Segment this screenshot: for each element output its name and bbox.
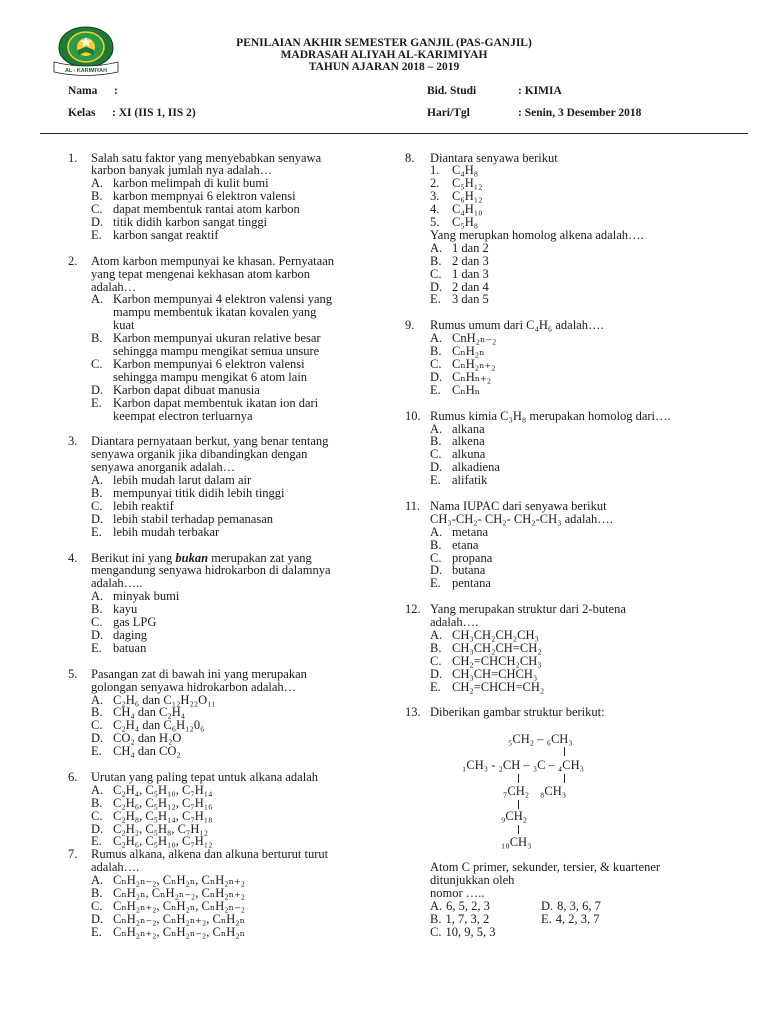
option-letter: E. bbox=[91, 640, 102, 655]
question-body bbox=[430, 410, 755, 487]
option-c bbox=[430, 358, 755, 371]
question-body bbox=[430, 706, 755, 938]
question-stem: Rumus umum dari C₄H₆ adalah…. bbox=[430, 318, 604, 333]
option-a bbox=[430, 242, 755, 255]
option-text: 1, 7, 3, 2 bbox=[445, 911, 490, 926]
option-text: 1 dan 3 bbox=[452, 266, 489, 281]
option-letter: C. bbox=[430, 356, 442, 371]
option-text: CₙH₂ₙ bbox=[452, 344, 485, 359]
option-letter: E. bbox=[541, 911, 552, 926]
bond-line bbox=[564, 747, 565, 756]
hari-tanggal-value: : Senin, 3 Desember 2018 bbox=[518, 107, 642, 119]
option-c bbox=[91, 500, 398, 513]
option-d bbox=[91, 913, 398, 926]
question-body bbox=[91, 771, 398, 848]
option-letter: A. bbox=[430, 421, 443, 436]
option-text: mempunyai titik didih lebih tinggi bbox=[113, 486, 285, 501]
option-text: Karbon dapat membentuk ikatan ion dari keempat electron terluarnya bbox=[113, 395, 319, 423]
option-letter: C. bbox=[91, 718, 103, 733]
option-text: C₂H₆, C₅H₁₂, C₇H₁₆ bbox=[113, 795, 213, 810]
option-text: 1 dan 2 bbox=[452, 240, 489, 255]
bidang-studi-label: Bid. Studi bbox=[427, 85, 477, 97]
option-text: kayu bbox=[113, 602, 138, 617]
bidang-studi-value: : KIMIA bbox=[518, 85, 562, 97]
question-number: 1. bbox=[68, 150, 78, 165]
item-number: 4. bbox=[430, 202, 440, 217]
option-text: karbon melimpah di kulit bumi bbox=[113, 176, 269, 191]
question-11 bbox=[405, 500, 755, 590]
item-number: 2. bbox=[430, 176, 440, 191]
option-letter: B. bbox=[430, 640, 442, 655]
option-text: CₙHₙ₊₂ bbox=[452, 369, 492, 384]
question-1 bbox=[68, 152, 398, 242]
bond-line bbox=[564, 774, 565, 783]
kelas-label: Kelas bbox=[68, 107, 96, 119]
left-column bbox=[68, 152, 398, 952]
item-text: C₅H₁₂ bbox=[452, 176, 483, 191]
item-text: C₄H₁₀ bbox=[452, 202, 483, 217]
option-text: C₂H₆, C₅H₁₀, C₇H₁₂ bbox=[113, 834, 213, 849]
option-text: minyak bumi bbox=[113, 589, 180, 604]
option-text: 10, 9, 5, 3 bbox=[445, 924, 496, 939]
option-text: CnH₂ₙ₋₂ bbox=[452, 331, 497, 346]
option-text: 2 dan 3 bbox=[452, 253, 489, 268]
option-text: C₂H₄ dan C₆H₁₂0₆ bbox=[113, 718, 205, 733]
option-e bbox=[91, 745, 398, 758]
option-text: lebih stabil terhadap pemanasan bbox=[113, 511, 274, 526]
option-text: etana bbox=[452, 537, 479, 552]
option-text: CH₃CH₂CH₂CH₃ bbox=[452, 627, 539, 642]
option-letter: A. bbox=[91, 873, 104, 888]
answer-row bbox=[430, 926, 755, 939]
option-letter: C. bbox=[430, 266, 442, 281]
option-e bbox=[91, 642, 398, 655]
option-text: karbon sangat reaktif bbox=[113, 227, 219, 242]
question-body bbox=[430, 603, 755, 693]
question-7 bbox=[68, 848, 398, 938]
option-a bbox=[430, 526, 755, 539]
question-number: 4. bbox=[68, 550, 78, 565]
option-text: CₙH₂ₙ₊₂, CₙH₂ₙ₋₂, CₙH₂ₙ bbox=[113, 924, 246, 939]
option-d bbox=[91, 513, 398, 526]
option-letter: A. bbox=[91, 176, 104, 191]
option-letter: E. bbox=[430, 292, 441, 307]
question-number: 5. bbox=[68, 666, 78, 681]
question-number: 2. bbox=[68, 253, 78, 268]
option-text: lebih mudah larut dalam air bbox=[113, 473, 252, 488]
option-letter: B. bbox=[91, 886, 103, 901]
option-letter: D. bbox=[91, 911, 104, 926]
question-stem: Diantara pernyataan berkut, yang benar tentang senyawa organik jika dibandingkan dengan senyawa anorganik adalah… bbox=[91, 434, 329, 475]
question-number: 12. bbox=[405, 602, 421, 617]
option-letter: A. bbox=[91, 782, 104, 797]
option-text: titik didih karbon sangat tinggi bbox=[113, 215, 268, 230]
option-text: CₙH₂ₙ, CₙH₂ₙ₋₂, CₙH₂ₙ₊₂ bbox=[113, 886, 246, 901]
option-letter: D. bbox=[91, 215, 104, 230]
option-c bbox=[91, 358, 398, 384]
hari-tanggal-label: Hari/Tgl bbox=[427, 107, 470, 119]
option-d bbox=[430, 668, 755, 681]
option-text: CₙHₙ bbox=[452, 382, 481, 397]
option-text: CH₂=CHCH₂CH₃ bbox=[452, 653, 542, 668]
option-text: metana bbox=[452, 524, 489, 539]
question-stem: Diberikan gambar struktur berikut: bbox=[430, 705, 605, 720]
question-stem: Atom karbon mempunyai ke khasan. Pernyataan yang tepat mengenai kekhasan atom karbon adalah… bbox=[91, 253, 334, 294]
option-letter: B. bbox=[430, 911, 442, 926]
option-letter: C. bbox=[430, 924, 442, 939]
option-letter: C. bbox=[91, 898, 103, 913]
option-letter: C. bbox=[91, 356, 103, 371]
option-letter: B. bbox=[91, 795, 103, 810]
option-text: alkadiena bbox=[452, 460, 500, 475]
option-letter: A. bbox=[430, 524, 443, 539]
option-letter: E. bbox=[91, 834, 102, 849]
option-letter: D. bbox=[430, 279, 443, 294]
nama-value: : bbox=[114, 85, 118, 97]
kelas-value: : XI (IIS 1, IIS 2) bbox=[112, 107, 196, 119]
option-letter: B. bbox=[91, 331, 103, 346]
option-letter: E. bbox=[91, 924, 102, 939]
question-stem: Rumus kimia C₃H₈ merupakan homolog dari…. bbox=[430, 408, 671, 423]
stem-emphasis: bukan bbox=[175, 550, 209, 565]
option-letter: D. bbox=[430, 563, 443, 578]
option-text: gas LPG bbox=[113, 615, 157, 630]
logo-banner-text: AL - KARIMIYAH bbox=[65, 68, 107, 74]
question-number: 6. bbox=[68, 769, 78, 784]
option-e bbox=[430, 474, 755, 487]
option-e bbox=[430, 384, 755, 397]
question-body bbox=[91, 255, 398, 423]
nama-label: Nama bbox=[68, 85, 98, 97]
option-letter: B. bbox=[91, 189, 103, 204]
question-stem: Rumus alkana, alkena dan alkuna berturut turut adalah…. bbox=[91, 847, 329, 875]
structure-carbon-9: ₉CH₂ bbox=[501, 809, 528, 824]
question-body bbox=[91, 552, 398, 655]
option-text: 3 dan 5 bbox=[452, 292, 489, 307]
bond-line bbox=[518, 800, 519, 809]
option-b bbox=[91, 797, 398, 810]
option-c bbox=[430, 655, 755, 668]
option-text: CₙH₂ₙ₊₂, CₙH₂ₙ, CₙH₂ₙ₋₂ bbox=[113, 898, 246, 913]
option-text: Karbon mempunyai 4 elektron valensi yang mampu membentuk ikatan kovalen yang kuat bbox=[113, 292, 333, 333]
question-10 bbox=[405, 410, 755, 487]
structure-carbon-8: ₈CH₃ bbox=[540, 784, 567, 799]
option-text: C₂H₆ dan C₁₂H₂₂O₁₁ bbox=[113, 692, 216, 707]
exam-title: PENILAIAN AKHIR SEMESTER GANJIL (PAS-GANJIL) bbox=[236, 37, 532, 49]
question-2 bbox=[68, 255, 398, 423]
option-text: Karbon mempunyai 6 elektron valensi sehingga mampu mengikat 6 atom lain bbox=[113, 356, 308, 384]
option-text: batuan bbox=[113, 640, 147, 655]
option-d bbox=[91, 216, 398, 229]
option-letter: B. bbox=[91, 602, 103, 617]
option-b bbox=[430, 255, 755, 268]
option-letter: B. bbox=[430, 253, 442, 268]
option-d bbox=[430, 371, 755, 384]
option-d bbox=[91, 384, 398, 397]
question-9 bbox=[405, 319, 755, 396]
item-text: C₆H₁₂ bbox=[452, 189, 483, 204]
option-letter: A. bbox=[91, 292, 104, 307]
option-d bbox=[91, 629, 398, 642]
question-number: 3. bbox=[68, 434, 78, 449]
header-divider bbox=[40, 133, 748, 134]
option-letter: D. bbox=[91, 511, 104, 526]
option-letter: C. bbox=[430, 653, 442, 668]
option-letter: D. bbox=[91, 731, 104, 746]
option-a bbox=[91, 784, 398, 797]
structural-formula bbox=[430, 719, 755, 861]
option-letter: C. bbox=[91, 808, 103, 823]
option-text: CₙH₂ₙ₋₂, CₙH₂ₙ, CₙH₂ₙ₊₂ bbox=[113, 873, 246, 888]
option-letter: C. bbox=[91, 202, 103, 217]
compound-item bbox=[430, 216, 755, 229]
option-text: C₂H₈, C₅H₁₄, C₇H₁₈ bbox=[113, 808, 213, 823]
item-text: C₄H₈ bbox=[452, 163, 479, 178]
question-number: 8. bbox=[405, 150, 415, 165]
structure-row-1: ₅CH₂ – ₆CH₃ bbox=[508, 732, 573, 747]
bond-line bbox=[518, 825, 519, 834]
question-body bbox=[91, 668, 398, 758]
option-text: CₙH₂ₙ₋₂, CₙH₂ₙ₊₂, CₙH₂ₙ bbox=[113, 911, 246, 926]
option-text: C₂H₂, C₅H₈, C₇H₁₂ bbox=[113, 821, 209, 836]
option-letter: D. bbox=[91, 627, 104, 642]
question-number: 10. bbox=[405, 408, 421, 423]
item-text: C₅H₈ bbox=[452, 215, 479, 230]
option-a bbox=[430, 629, 755, 642]
option-letter: B. bbox=[430, 537, 442, 552]
question-stem bbox=[91, 552, 398, 591]
question-number: 7. bbox=[68, 847, 78, 862]
question-body bbox=[430, 319, 755, 396]
option-text: alkuna bbox=[452, 447, 486, 462]
option-text: daging bbox=[113, 627, 148, 642]
option-c bbox=[91, 900, 398, 913]
question-12 bbox=[405, 603, 755, 693]
option-letter: A. bbox=[430, 240, 443, 255]
option-b bbox=[91, 487, 398, 500]
structure-carbon-7: ₇CH₂ bbox=[503, 784, 530, 799]
option-letter: B. bbox=[91, 486, 103, 501]
option-text: CH₄ dan CO₂ bbox=[113, 744, 181, 759]
stem-text: merupakan zat yang mengandung senyawa hidrokarbon di dalamnya adalah….. bbox=[91, 550, 331, 591]
option-letter: E. bbox=[430, 576, 441, 591]
option-text: 4, 2, 3, 7 bbox=[555, 911, 600, 926]
option-letter: D. bbox=[430, 460, 443, 475]
option-text: lebih mudah terbakar bbox=[113, 524, 220, 539]
option-letter: E. bbox=[91, 227, 102, 242]
right-column bbox=[405, 152, 755, 939]
option-e bbox=[91, 926, 398, 939]
question-8 bbox=[405, 152, 755, 307]
option-letter: D. bbox=[430, 369, 443, 384]
option-text: lebih reaktif bbox=[113, 498, 174, 513]
school-name: MADRASAH ALIYAH AL-KARIMIYAH bbox=[280, 49, 488, 62]
question-body bbox=[91, 848, 398, 938]
question-stem-continued: Atom C primer, sekunder, tersier, & kuartener ditunjukkan oleh nomor ….. bbox=[430, 860, 661, 901]
option-letter: B. bbox=[430, 344, 442, 359]
option-text: CH₄ dan C₂H₄ bbox=[113, 705, 186, 720]
option-letter: A. bbox=[430, 331, 443, 346]
option-a bbox=[91, 590, 398, 603]
option-text: alkana bbox=[452, 421, 485, 436]
option-letter: C. bbox=[91, 615, 103, 630]
question-number: 13. bbox=[405, 705, 421, 720]
question-number: 11. bbox=[405, 498, 421, 513]
question-13 bbox=[405, 706, 755, 938]
option-text: Karbon mempunyai ukuran relative besar sehingga mampu mengikat semua unsure bbox=[113, 331, 321, 359]
question-number: 9. bbox=[405, 318, 415, 333]
option-letter: D. bbox=[91, 382, 104, 397]
option-letter: E. bbox=[91, 395, 102, 410]
option-letter: C. bbox=[91, 498, 103, 513]
question-stem: Diantara senyawa berikut bbox=[430, 150, 558, 165]
option-text: CH₂=CHCH=CH₂ bbox=[452, 679, 545, 694]
option-a bbox=[91, 293, 398, 332]
option-letter: A. bbox=[91, 692, 104, 707]
academic-year: TAHUN AJARAN 2018 – 2019 bbox=[308, 61, 460, 74]
option-letter: D. bbox=[91, 821, 104, 836]
question-6 bbox=[68, 771, 398, 848]
question-body bbox=[430, 152, 755, 307]
option-text: alifatik bbox=[452, 473, 488, 488]
option-b bbox=[430, 539, 755, 552]
option-letter: E. bbox=[430, 679, 441, 694]
option-letter: D. bbox=[541, 899, 554, 914]
option-letter: C. bbox=[430, 447, 442, 462]
option-letter: B. bbox=[430, 434, 442, 449]
question-5 bbox=[68, 668, 398, 758]
option-text: 6, 5, 2, 3 bbox=[446, 899, 490, 914]
question-stem: Salah satu faktor yang menyebabkan senyawa karbon banyak jumlah nya adalah… bbox=[91, 150, 322, 178]
option-text: pentana bbox=[452, 576, 491, 591]
question-body bbox=[91, 435, 398, 538]
stem-text: Berikut ini yang bbox=[91, 550, 176, 565]
option-e bbox=[91, 229, 398, 242]
document-header bbox=[0, 37, 768, 74]
option-letter: A. bbox=[91, 473, 104, 488]
option-text: CH₃CH=CHCH₃ bbox=[452, 666, 538, 681]
option-e bbox=[430, 293, 755, 306]
question-3 bbox=[68, 435, 398, 538]
question-stem: Urutan yang paling tepat untuk alkana adalah bbox=[91, 769, 319, 784]
option-text: butana bbox=[452, 563, 486, 578]
option-c bbox=[91, 810, 398, 823]
option-text: CO₂ dan H₂O bbox=[113, 731, 182, 746]
option-e bbox=[430, 577, 755, 590]
option-text: CH₃CH₂CH=CH₂ bbox=[452, 640, 542, 655]
option-e bbox=[91, 526, 398, 539]
option-c bbox=[430, 926, 541, 939]
option-letter: A. bbox=[91, 589, 104, 604]
compound-item bbox=[430, 203, 755, 216]
structure-main-chain: ₁CH₃ - ₂CH – ₃C – ₄CH₃ bbox=[462, 758, 584, 773]
question-4 bbox=[68, 552, 398, 655]
option-e bbox=[430, 681, 755, 694]
option-text: C₂H₄, C₅H₁₀, C₇H₁₄ bbox=[113, 782, 213, 797]
option-text: 2 dan 4 bbox=[452, 279, 489, 294]
option-letter: A. bbox=[430, 627, 443, 642]
item-number: 3. bbox=[430, 189, 440, 204]
option-letter: E. bbox=[430, 473, 441, 488]
question-stem: Nama IUPAC dari senyawa berikut CH₃-CH₂- CH₂- CH₂-CH₃ adalah…. bbox=[430, 498, 613, 526]
option-text: CₙH₂ₙ₊₂ bbox=[452, 356, 496, 371]
option-text: Karbon dapat dibuat manusia bbox=[113, 382, 260, 397]
option-b bbox=[430, 642, 755, 655]
item-number: 5. bbox=[430, 215, 440, 230]
question-body bbox=[91, 152, 398, 242]
bond-line bbox=[518, 774, 519, 783]
question-stem: Yang merupakan struktur dari 2-butena adalah…. bbox=[430, 602, 626, 630]
option-e bbox=[541, 913, 652, 926]
structure-carbon-10: ₁₀CH₃ bbox=[501, 835, 532, 850]
question-stem: Pasangan zat di bawah ini yang merupakan golongan senyawa hidrokarbon adalah… bbox=[91, 666, 307, 694]
option-letter: B. bbox=[91, 705, 103, 720]
option-text: karbon mempnyai 6 elektron valensi bbox=[113, 189, 296, 204]
option-text: 8, 3, 6, 7 bbox=[557, 899, 601, 914]
option-letter: C. bbox=[430, 550, 442, 565]
question-body bbox=[430, 500, 755, 590]
option-c bbox=[430, 268, 755, 281]
option-text: alkena bbox=[452, 434, 485, 449]
option-e bbox=[91, 397, 398, 423]
option-letter: A. bbox=[430, 899, 443, 914]
option-letter: E. bbox=[430, 382, 441, 397]
item-number: 1. bbox=[430, 163, 440, 178]
question-stem-continued: Yang merupkan homolog alkena adalah…. bbox=[430, 227, 644, 242]
option-letter: E. bbox=[91, 744, 102, 759]
option-text: dapat membentuk rantai atom karbon bbox=[113, 202, 300, 217]
option-letter: E. bbox=[91, 524, 102, 539]
option-text: propana bbox=[452, 550, 493, 565]
option-b bbox=[91, 332, 398, 358]
option-letter: D. bbox=[430, 666, 443, 681]
